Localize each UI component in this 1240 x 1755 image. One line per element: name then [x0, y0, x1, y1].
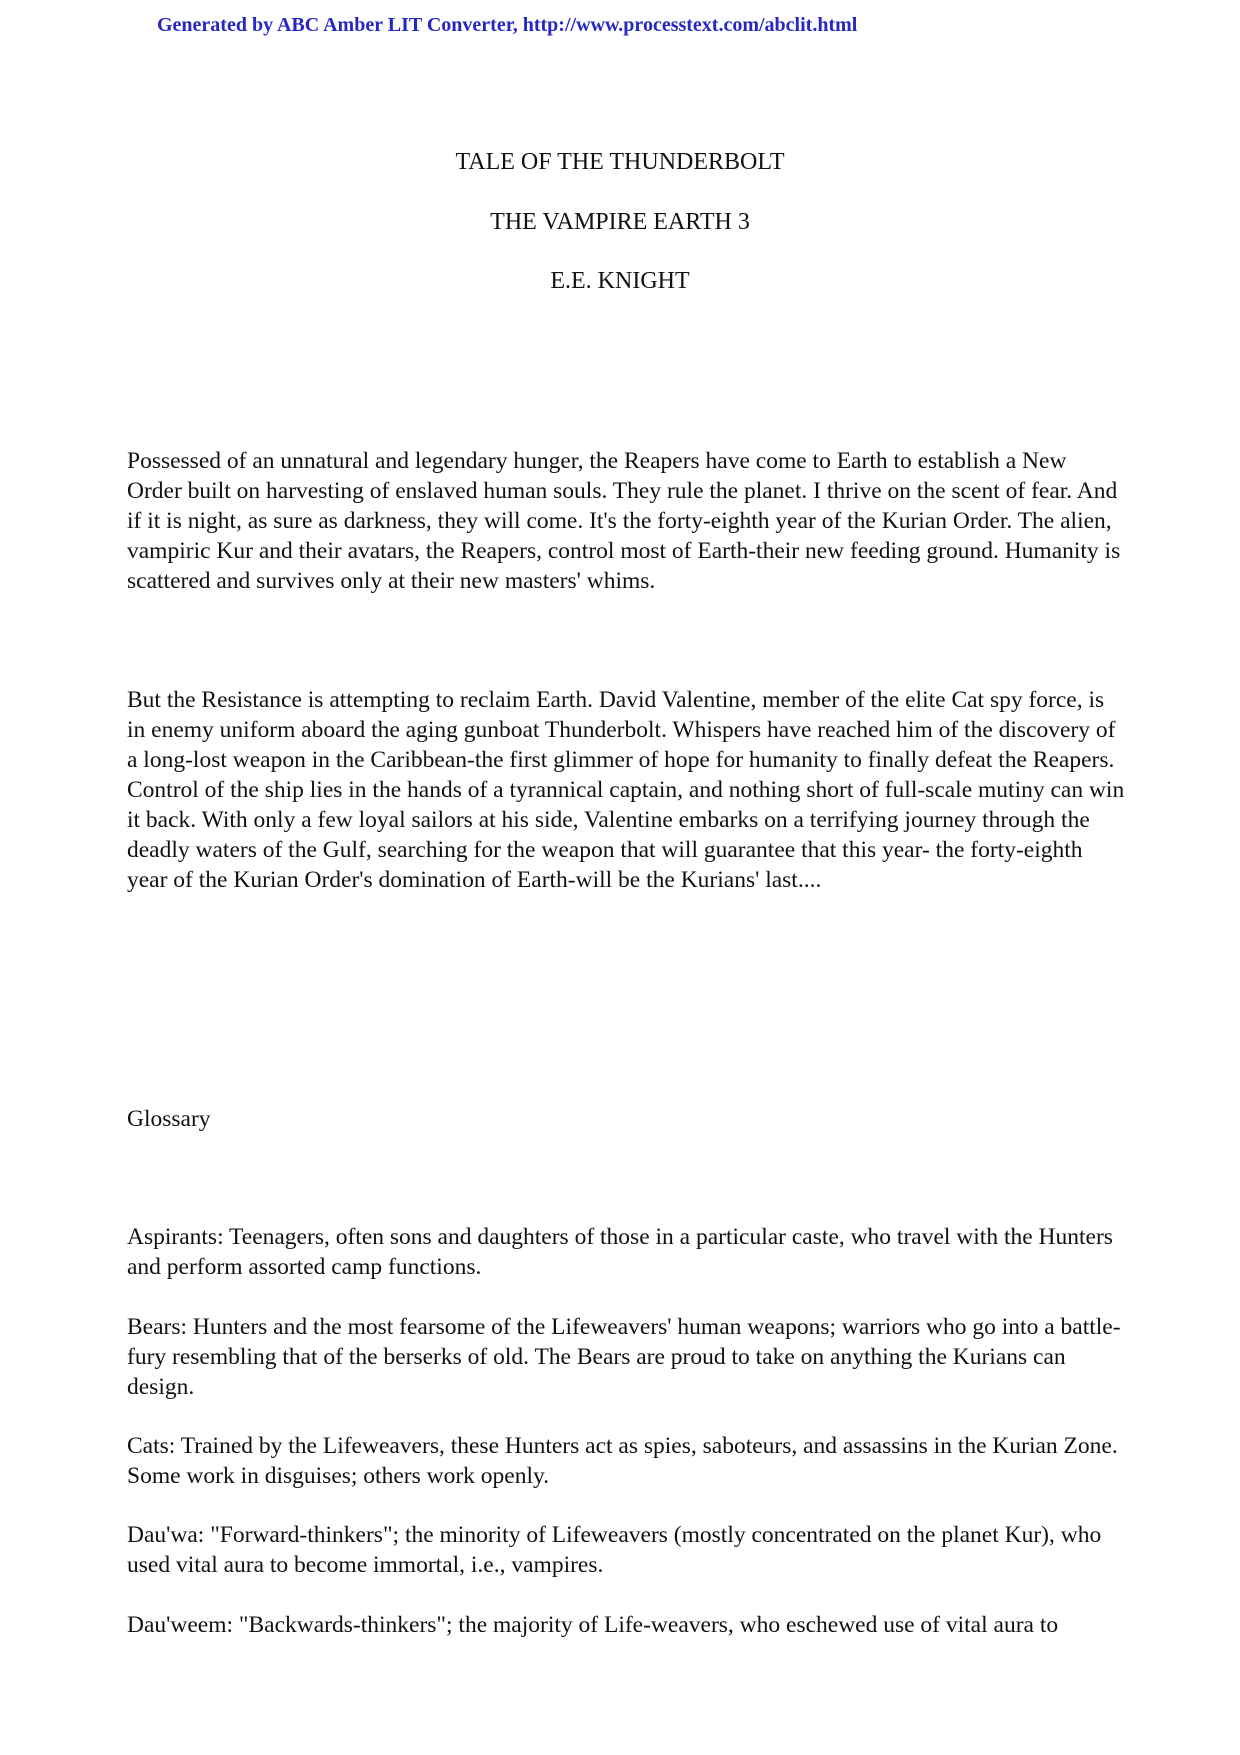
generator-banner-link[interactable]: Generated by ABC Amber LIT Converter, http://www.processtext.com/abclit.html — [157, 14, 858, 36]
intro-paragraph-2: But the Resistance is attempting to reclaim Earth. David Valentine, member of the elite Cat spy force, is in enemy uniform aboard the aging gunboat Thunderbolt. Whispers have reached him of the discovery of a long-lost weapon in the Caribbean-the first glimmer of hope for humanity to finally defeat the Reapers. Control of the ship lies in the hands of a tyrannical captain, and nothing short of full-scale mutiny can win it back. With only a few loyal sailors at his side, Valentine embarks on a terrifying journey through the deadly waters of the Gulf, searching for the weapon that will guarantee that this year- the forty-eighth year of the Kurian Order's domination of Earth-will be the Kurians' last.... — [127, 687, 1125, 893]
book-title: TALE OF THE THUNDERBOLT — [455, 149, 785, 175]
series-title: THE VAMPIRE EARTH 3 — [490, 209, 750, 235]
glossary-entry-cats: Cats: Trained by the Lifeweavers, these Hunters act as spies, saboteurs, and assassins in the Kurian Zone. Some work in disguises; others work openly. — [127, 1433, 1118, 1489]
glossary-entry-dauweem: Dau'weem: "Backwards-thinkers"; the majority of Life-weavers, who eschewed use of vital aura to — [127, 1612, 1059, 1638]
glossary-entry-bears: Bears: Hunters and the most fearsome of the Lifeweavers' human weapons; warriors who go into a battle-fury resembling that of the berserks of old. The Bears are proud to take on anything the Kurians can design. — [127, 1314, 1121, 1400]
glossary-entry-dauwa: Dau'wa: "Forward-thinkers"; the minority of Lifeweavers (mostly concentrated on the planet Kur), who used vital aura to become immortal, i.e., vampires. — [127, 1522, 1102, 1578]
author-name: E.E. KNIGHT — [550, 268, 690, 294]
intro-paragraph-1: Possessed of an unnatural and legendary hunger, the Reapers have come to Earth to establish a New Order built on harvesting of enslaved human souls. They rule the planet. I thrive on the scent of fear. And if it is night, as sure as darkness, they will come. It's the forty-eighth year of the Kurian Order. The alien, vampiric Kur and their avatars, the Reapers, control most of Earth-their new feeding ground. Humanity is scattered and survives only at their new masters' whims. — [127, 448, 1121, 594]
glossary-entry-aspirants: Aspirants: Teenagers, often sons and daughters of those in a particular caste, who travel with the Hunters and perform assorted camp functions. — [127, 1224, 1113, 1280]
glossary-heading: Glossary — [127, 1106, 211, 1132]
